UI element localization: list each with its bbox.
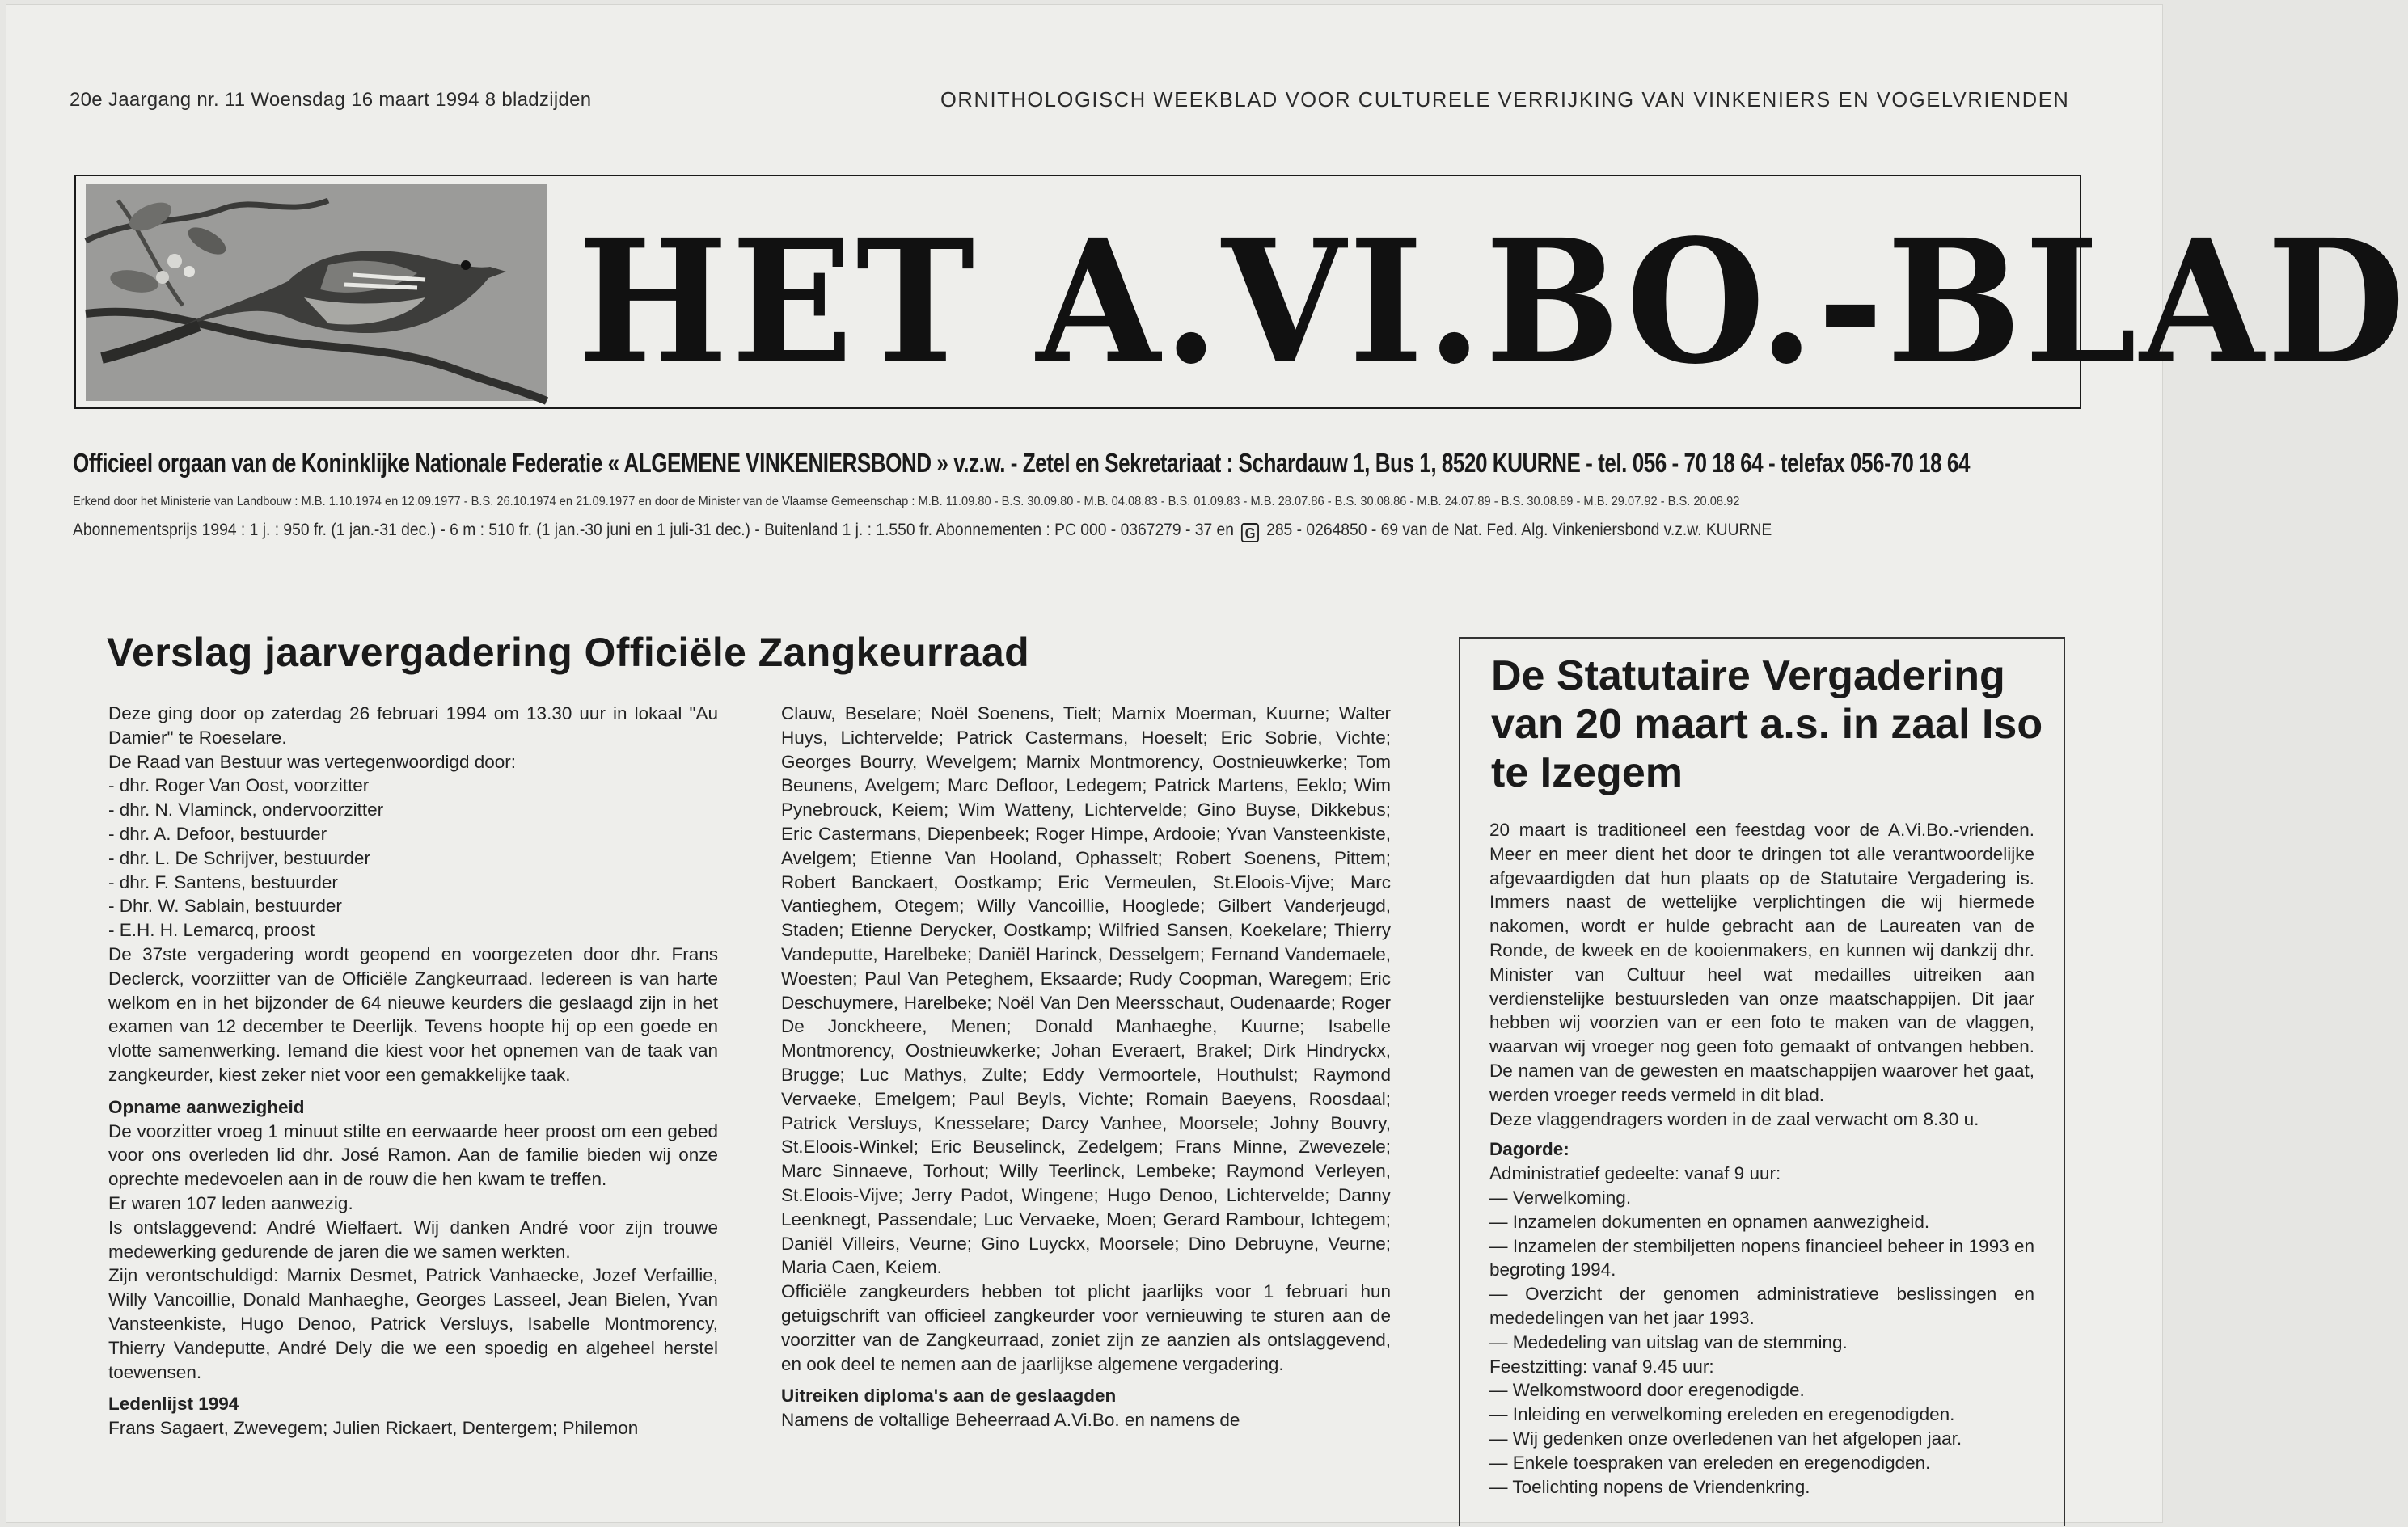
attendance-heading: Opname aanwezigheid xyxy=(108,1096,305,1117)
board-member: - dhr. N. Vlaminck, ondervoorzitter xyxy=(108,799,384,820)
recognition-line: Erkend door het Ministerie van Landbouw : M.B. 1.10.1974 en 12.09.1977 - B.S. 26.10.1974 en 21.09.1977 en door de Minister van de Vlaamse Gemeenschap : M.B. 11.09.80 - B.S. 30.09.80 - M.B. 04.08.83 - B.S. 01.09.83 - M.B. 28.07.86 - B.S. 30.08.86 - M.B. 24.07.89 - B.S. 30.08.89 - M.B. 29.07.92 - B.S. 20.08.92 xyxy=(73,495,1740,508)
board-member: - Dhr. W. Sablain, bestuurder xyxy=(108,896,342,917)
agenda-heading: Dagorde: xyxy=(1489,1139,1569,1160)
agenda-item: — Toelichting nopens de Vriendenkring. xyxy=(1489,1476,1810,1497)
sidebar-flags: Deze vlaggendragers worden in de zaal verwacht om 8.30 u. xyxy=(1489,1108,1979,1129)
chaffinch-illustration xyxy=(86,184,547,401)
tagline: ORNITHOLOGISCH WEEKBLAD VOOR CULTURELE VERRIJKING VAN VINKENIERS EN VOGELVRIENDEN xyxy=(940,89,2070,112)
subscription-price: Abonnementsprijs 1994 : 1 j. : 950 fr. (1 jan.-31 dec.) - 6 m : 510 fr. (1 jan.-30 juni en 1 juli-31 dec.) - Buitenland 1 j. : 1.550 fr. Abonnementen : PC 000 - 0367279 - 37 en xyxy=(73,521,1235,539)
agenda-item: — Inzamelen der stembiljetten nopens financieel beheer in 1993 en begroting 1994. xyxy=(1489,1235,2034,1280)
agenda-item: — Wij gedenken onze overledenen van het afgelopen jaar. xyxy=(1489,1428,1962,1449)
sidebar-intro: 20 maart is traditioneel een feestdag voor de A.Vi.Bo.-vrienden. Meer en meer dient het door te dringen tot alle verantwoordelijke afgevaardigden dat hun plaats op de Statutaire Vergadering is. Immers naast de wettelijke verplichtingen die wij hiermede nakomen, wordt er hulde gebracht aan de Laureaten van de Ronde, de kweek en de kooienmakers, en kunnen wij dankzij dhr. Minister van Cultuur heel wat medailles uitreiken aan verdienstelijke bestuursleden van onze maatschappijen. Dit jaar hebben wij voorzien van er een foto te maken van de vlaggen, waarvan wij vroeger nog geen foto gemaakt of ontvangen hebben. De namen van de gewesten en maatschappijen waarover het gaat, werden vroeger reeds vermeld in dit blad. xyxy=(1489,820,2034,1105)
opening-paragraph: De 37ste vergadering wordt geopend en voorgezeten door dhr. Frans Declerck, voorziitter van de Officiële Zangkeurraad. Iedereen is van harte welkom en in het bijzonder de 64 nieuwe keurders die geslaagd zijn in het examen van 12 december te Deerlijk. Tevens hoopte hij op een goede en vlotte samenwerking. Iemand die kiest voor het opnemen van de taak van zangkeurder, kiest zeker niet voor een gemakkelijke taak. xyxy=(108,943,718,1085)
masthead xyxy=(74,175,2408,409)
present-paragraph: Er waren 107 leden aanwezig. xyxy=(108,1192,353,1213)
article-column-1 xyxy=(108,702,718,1441)
article-intro: Deze ging door op zaterdag 26 februari 1994 om 13.30 uur in lokaal "Au Damier" te Roeselare. xyxy=(108,703,718,748)
silence-paragraph: De voorzitter vroeg 1 minuut stilte en eerwaarde heer proost om een gebed voor ons overleden lid dhr. José Ramon. Aan de familie bieden wij onze oprechte medevoelen aan in de rouw die hen kwam te treffen. xyxy=(108,1120,718,1190)
resigning-paragraph: Is ontslaggevend: André Wielfaert. Wij danken André voor zijn trouwe medewerking gedurende de jaren die we samen werkten. xyxy=(108,1217,718,1262)
board-member: - dhr. A. Defoor, bestuurder xyxy=(108,823,327,844)
newspaper-title: HET A.VI.BO.-BLAD xyxy=(577,202,2408,402)
board-member: - dhr. F. Santens, bestuurder xyxy=(108,871,338,892)
agenda-item: — Overzicht der genomen administratieve beslissingen en mededelingen van het jaar 1993. xyxy=(1489,1284,2034,1328)
registration-paragraph: Officiële zangkeurders hebben tot plicht jaarlijks voor 1 februari hun getuigschrift van officieel zangkeurder voor vernieuwing te sturen aan de voorzitter van de Zangkeurraad, zoniet zijn ze aanzien als ontslaggevend, en ook deel te nemen aan de jaarlijkse algemene vergadering. xyxy=(781,1281,1391,1374)
giro-icon: G xyxy=(1241,523,1259,542)
sidebar-body xyxy=(1489,818,2034,1499)
admin-title: Administratief gedeelte: vanaf 9 uur: xyxy=(1489,1163,1781,1184)
agenda-item: — Inzamelen dokumenten en opnamen aanwezigheid. xyxy=(1489,1211,1930,1232)
festive-title: Feestzitting: vanaf 9.45 uur: xyxy=(1489,1356,1714,1377)
subscription-account: 285 - 0264850 - 69 van de Nat. Fed. Alg. Vinkeniersbond v.z.w. KUURNE xyxy=(1266,521,1772,539)
agenda-item: — Mededeling van uitslag van de stemming. xyxy=(1489,1331,1848,1352)
article-headline: Verslag jaarvergadering Officiële Zangkeurraad xyxy=(107,630,1030,675)
members-heading: Ledenlijst 1994 xyxy=(108,1394,239,1415)
subscription-line xyxy=(73,521,1899,542)
agenda-item: — Enkele toespraken van ereleden en eregenodigden. xyxy=(1489,1452,1931,1473)
excused-paragraph: Zijn verontschuldigd: Marnix Desmet, Patrick Vanhaecke, Jozef Verfaillie, Willy Vancoillie, Donald Manhaeghe, Georges Lasseel, Jean Bielen, Yvan Vansteenkiste, Hugo Denoo, Patrick Versluys, Isabelle Montmorency, Thierry Vandeputte, André Dely die we een spoedig en algeheel herstel toewensen. xyxy=(108,1265,718,1382)
edition-info: 20e Jaargang nr. 11 Woensdag 16 maart 1994 8 bladzijden xyxy=(70,89,592,111)
article-column-2 xyxy=(781,702,1391,1432)
diplomas-start: Namens de voltallige Beheerraad A.Vi.Bo. en namens de xyxy=(781,1410,1240,1431)
board-member: - E.H. H. Lemarcq, proost xyxy=(108,920,315,941)
diplomas-heading: Uitreiken diploma's aan de geslaagden xyxy=(781,1386,1117,1407)
board-member: - dhr. L. De Schrijver, bestuurder xyxy=(108,847,370,868)
bird-icon xyxy=(86,184,547,401)
members-start: Frans Sagaert, Zwevegem; Julien Rickaert, Dentergem; Philemon xyxy=(108,1418,639,1439)
agenda-item: — Welkomstwoord door eregenodigde. xyxy=(1489,1380,1805,1401)
sidebar-headline: De Statutaire Vergadering van 20 maart a.s. in zaal Iso te Izegem xyxy=(1491,652,2043,796)
newspaper-page xyxy=(6,5,2408,1522)
organization-line: Officieel orgaan van de Koninklijke Nationale Federatie « ALGEMENE VINKENIERSBOND » v.z.w. - Zetel en Sekretariaat : Schardauw 1, Bus 1, 8520 KUURNE - tel. 056 - 70 18 64 - telefax 056-70 18 64 xyxy=(73,448,1970,478)
board-intro: De Raad van Bestuur was vertegenwoordigd door: xyxy=(108,751,517,772)
board-member: - dhr. Roger Van Oost, voorzitter xyxy=(108,775,370,796)
members-list: Clauw, Beselare; Noël Soenens, Tielt; Marnix Moerman, Kuurne; Walter Huys, Lichtervelde; Patrick Castermans, Hoeselt; Eric Sobrie, Vichte; Georges Bourry, Wevelgem; Marnix Montmorency, Oostnieuwkerke; Tom Beunens, Avelgem; Marc Defloor, Ledegem; Patrick Martens, Eeklo; Wim Pynebrouck, Keiem; Wim Watteny, Lichtervelde; Gino Buyse, Dikkebus; Eric Castermans, Diepenbeek; Roger Himpe, Ardooie; Yvan Vansteenkiste, Avelgem; Etienne Van Hooland, Ophasselt; Robert Soenens, Pittem; Robert Banckaert, Oostkamp; Eric Vermeulen, St.Eloois-Vijve; Marc Vantieghem, Otegem; Willy Vancoillie, Hooglede; Gilbert Vanderjeugd, Staden; Etienne Derycker, Oostkamp; Wilfried Sansen, Koekelare; Thierry Vandeputte, Harelbeke; Daniël Harinck, Desselgem; Fernand Vandemaele, Woesten; Paul Van Peteghem, Eksaarde; Rudy Coopman, Waregem; Eric Deschuymere, Harelbeke; Noël Van Den Meersschaut, Oudenaarde; Roger De Jonckheere, Menen; Donald Manhaeghe, Kuurne; Isabelle Montmorency, Oostnieuwkerke; Johan Everaert, Brakel; Dirk Hindryckx, Brugge; Luc Mathys, Zulte; Eddy Vermoortele, Houthulst; Raymond Vervaeke, Emelgem; Paul Beyls, Vichte; Romain Baeyens, Roosdaal; Patrick Versluys, Knesselare; Darcy Vanhee, Moorsele; Johny Bouvry, St.Eloois-Winkel; Eric Beuselinck, Zedelgem; Frans Minne, Zwevezele; Marc Sinnaeve, Torhout; Willy Teerlinck, Lembeke; Raymond Verleyen, St.Eloois-Vijve; Jerry Padot, Wingene; Hugo Denoo, Lichtervelde; Danny Leenknegt, Passendale; Luc Vervaeke, Moen; Gerard Rambour, Ichtegem; Daniël Villeirs, Veurne; Gino Luyckx, Moorsele; Dino Debruyne, Veurne; Maria Caen, Keiem. xyxy=(781,703,1391,1278)
agenda-item: — Verwelkoming. xyxy=(1489,1187,1632,1208)
agenda-item: — Inleiding en verwelkoming ereleden en eregenodigden. xyxy=(1489,1404,1955,1425)
